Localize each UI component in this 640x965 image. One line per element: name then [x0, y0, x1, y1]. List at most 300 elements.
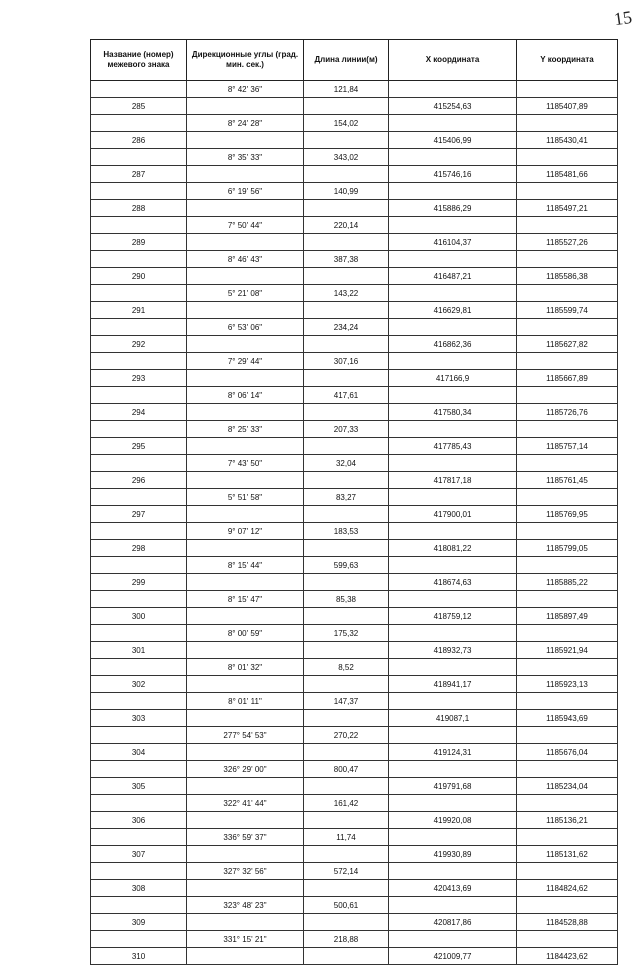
- empty-cell: [90, 183, 187, 199]
- empty-cell: [187, 404, 304, 420]
- empty-cell: [517, 591, 618, 607]
- empty-cell: [304, 710, 389, 726]
- y-coordinate-cell: 1184824,62: [517, 880, 618, 896]
- segment-row: [90, 183, 618, 200]
- length-cell: 207,33: [304, 421, 389, 437]
- empty-cell: [304, 438, 389, 454]
- empty-cell: [187, 880, 304, 896]
- empty-cell: [187, 948, 304, 964]
- segment-row: [90, 795, 618, 812]
- length-cell: 270,22: [304, 727, 389, 743]
- point-name-cell: 291: [90, 302, 187, 318]
- empty-cell: [187, 608, 304, 624]
- empty-cell: [389, 931, 517, 947]
- empty-cell: [187, 200, 304, 216]
- angle-cell: 8° 25' 33": [187, 421, 304, 437]
- empty-cell: [304, 914, 389, 930]
- length-cell: 11,74: [304, 829, 389, 845]
- point-name-cell: 299: [90, 574, 187, 590]
- point-row: [90, 472, 618, 489]
- empty-cell: [90, 217, 187, 233]
- empty-cell: [517, 455, 618, 471]
- x-coordinate-cell: 418941,17: [389, 676, 517, 692]
- empty-cell: [389, 149, 517, 165]
- angle-cell: 8° 46' 43": [187, 251, 304, 267]
- point-name-cell: 293: [90, 370, 187, 386]
- segment-row: [90, 353, 618, 370]
- length-cell: 500,61: [304, 897, 389, 913]
- y-coordinate-cell: 1185497,21: [517, 200, 618, 216]
- empty-cell: [389, 455, 517, 471]
- empty-cell: [389, 81, 517, 97]
- x-coordinate-cell: 419930,89: [389, 846, 517, 862]
- empty-cell: [90, 523, 187, 539]
- length-cell: 307,16: [304, 353, 389, 369]
- empty-cell: [389, 285, 517, 301]
- empty-cell: [90, 421, 187, 437]
- length-cell: 572,14: [304, 863, 389, 879]
- empty-cell: [304, 166, 389, 182]
- length-cell: 417,61: [304, 387, 389, 403]
- y-coordinate-cell: 1185599,74: [517, 302, 618, 318]
- x-coordinate-cell: 417166,9: [389, 370, 517, 386]
- empty-cell: [90, 829, 187, 845]
- point-name-cell: 309: [90, 914, 187, 930]
- point-row: [90, 676, 618, 693]
- empty-cell: [517, 557, 618, 573]
- y-coordinate-cell: 1185136,21: [517, 812, 618, 828]
- length-cell: 220,14: [304, 217, 389, 233]
- empty-cell: [187, 642, 304, 658]
- y-coordinate-cell: 1184423,62: [517, 948, 618, 964]
- y-coordinate-cell: 1185799,05: [517, 540, 618, 556]
- empty-cell: [187, 370, 304, 386]
- angle-cell: 8° 24' 28": [187, 115, 304, 131]
- table-header: [90, 39, 618, 81]
- point-row: [90, 574, 618, 591]
- y-coordinate-cell: 1185921,94: [517, 642, 618, 658]
- empty-cell: [90, 863, 187, 879]
- point-row: [90, 608, 618, 625]
- empty-cell: [517, 523, 618, 539]
- point-name-cell: 288: [90, 200, 187, 216]
- empty-cell: [517, 183, 618, 199]
- point-name-cell: 308: [90, 880, 187, 896]
- x-coordinate-cell: 415746,16: [389, 166, 517, 182]
- empty-cell: [90, 761, 187, 777]
- empty-cell: [517, 761, 618, 777]
- empty-cell: [517, 931, 618, 947]
- empty-cell: [389, 761, 517, 777]
- length-cell: 599,63: [304, 557, 389, 573]
- angle-cell: 8° 01' 11": [187, 693, 304, 709]
- empty-cell: [90, 115, 187, 131]
- empty-cell: [304, 574, 389, 590]
- length-cell: 83,27: [304, 489, 389, 505]
- y-coordinate-cell: 1185761,45: [517, 472, 618, 488]
- empty-cell: [90, 659, 187, 675]
- empty-cell: [517, 897, 618, 913]
- length-cell: 343,02: [304, 149, 389, 165]
- point-name-cell: 290: [90, 268, 187, 284]
- length-cell: 121,84: [304, 81, 389, 97]
- empty-cell: [90, 251, 187, 267]
- empty-cell: [517, 863, 618, 879]
- point-row: [90, 540, 618, 557]
- empty-cell: [517, 387, 618, 403]
- y-coordinate-cell: 1185923,13: [517, 676, 618, 692]
- segment-row: [90, 115, 618, 132]
- point-name-cell: 305: [90, 778, 187, 794]
- empty-cell: [389, 353, 517, 369]
- y-coordinate-cell: 1185757,14: [517, 438, 618, 454]
- empty-cell: [187, 710, 304, 726]
- header-angles: Дирекционные углы (град. мин. сек.): [187, 40, 304, 80]
- segment-row: [90, 931, 618, 948]
- angle-cell: 8° 15' 44": [187, 557, 304, 573]
- segment-row: [90, 81, 618, 98]
- x-coordinate-cell: 415254,63: [389, 98, 517, 114]
- angle-cell: 6° 19' 56": [187, 183, 304, 199]
- header-name: Название (номер) межевого знака: [90, 40, 187, 80]
- empty-cell: [304, 302, 389, 318]
- y-coordinate-cell: 1185407,89: [517, 98, 618, 114]
- empty-cell: [90, 353, 187, 369]
- empty-cell: [187, 574, 304, 590]
- point-name-cell: 306: [90, 812, 187, 828]
- angle-cell: 5° 21' 08": [187, 285, 304, 301]
- empty-cell: [187, 98, 304, 114]
- table-body: [90, 81, 618, 965]
- empty-cell: [389, 829, 517, 845]
- segment-row: [90, 625, 618, 642]
- x-coordinate-cell: 418932,73: [389, 642, 517, 658]
- empty-cell: [304, 812, 389, 828]
- x-coordinate-cell: 418674,63: [389, 574, 517, 590]
- empty-cell: [187, 336, 304, 352]
- point-name-cell: 298: [90, 540, 187, 556]
- point-row: [90, 812, 618, 829]
- x-coordinate-cell: 415406,99: [389, 132, 517, 148]
- empty-cell: [389, 727, 517, 743]
- angle-cell: 6° 53' 06": [187, 319, 304, 335]
- segment-row: [90, 149, 618, 166]
- empty-cell: [389, 523, 517, 539]
- point-row: [90, 404, 618, 421]
- point-row: [90, 268, 618, 285]
- y-coordinate-cell: 1185481,66: [517, 166, 618, 182]
- empty-cell: [304, 268, 389, 284]
- point-row: [90, 880, 618, 897]
- empty-cell: [389, 659, 517, 675]
- angle-cell: 7° 43' 50": [187, 455, 304, 471]
- empty-cell: [517, 625, 618, 641]
- empty-cell: [517, 353, 618, 369]
- segment-row: [90, 217, 618, 234]
- empty-cell: [90, 319, 187, 335]
- empty-cell: [517, 285, 618, 301]
- empty-cell: [90, 285, 187, 301]
- empty-cell: [90, 489, 187, 505]
- x-coordinate-cell: 417580,34: [389, 404, 517, 420]
- point-row: [90, 98, 618, 115]
- empty-cell: [187, 438, 304, 454]
- empty-cell: [90, 727, 187, 743]
- empty-cell: [389, 897, 517, 913]
- empty-cell: [517, 829, 618, 845]
- empty-cell: [517, 489, 618, 505]
- point-name-cell: 296: [90, 472, 187, 488]
- segment-row: [90, 557, 618, 574]
- empty-cell: [517, 421, 618, 437]
- empty-cell: [187, 846, 304, 862]
- segment-row: [90, 251, 618, 268]
- length-cell: 140,99: [304, 183, 389, 199]
- point-row: [90, 302, 618, 319]
- empty-cell: [90, 795, 187, 811]
- segment-row: [90, 761, 618, 778]
- length-cell: 85,38: [304, 591, 389, 607]
- y-coordinate-cell: 1185885,22: [517, 574, 618, 590]
- empty-cell: [304, 506, 389, 522]
- length-cell: 143,22: [304, 285, 389, 301]
- segment-row: [90, 455, 618, 472]
- point-name-cell: 295: [90, 438, 187, 454]
- angle-cell: 9° 07' 12": [187, 523, 304, 539]
- x-coordinate-cell: 419124,31: [389, 744, 517, 760]
- point-row: [90, 778, 618, 795]
- empty-cell: [304, 336, 389, 352]
- header-y: Y координата: [517, 40, 618, 80]
- empty-cell: [90, 591, 187, 607]
- y-coordinate-cell: 1185897,49: [517, 608, 618, 624]
- empty-cell: [517, 319, 618, 335]
- empty-cell: [389, 251, 517, 267]
- segment-row: [90, 829, 618, 846]
- x-coordinate-cell: 417900,01: [389, 506, 517, 522]
- segment-row: [90, 387, 618, 404]
- empty-cell: [389, 217, 517, 233]
- empty-cell: [187, 302, 304, 318]
- angle-cell: 277° 54' 53": [187, 727, 304, 743]
- empty-cell: [187, 166, 304, 182]
- empty-cell: [304, 404, 389, 420]
- empty-cell: [517, 659, 618, 675]
- x-coordinate-cell: 416104,37: [389, 234, 517, 250]
- empty-cell: [187, 812, 304, 828]
- y-coordinate-cell: 1185676,04: [517, 744, 618, 760]
- length-cell: 800,47: [304, 761, 389, 777]
- empty-cell: [304, 642, 389, 658]
- point-name-cell: 303: [90, 710, 187, 726]
- empty-cell: [304, 948, 389, 964]
- x-coordinate-cell: 420413,69: [389, 880, 517, 896]
- y-coordinate-cell: 1185627,82: [517, 336, 618, 352]
- point-name-cell: 300: [90, 608, 187, 624]
- empty-cell: [304, 98, 389, 114]
- length-cell: 161,42: [304, 795, 389, 811]
- segment-row: [90, 421, 618, 438]
- segment-row: [90, 693, 618, 710]
- angle-cell: 323° 48' 23": [187, 897, 304, 913]
- point-row: [90, 370, 618, 387]
- point-name-cell: 294: [90, 404, 187, 420]
- length-cell: 183,53: [304, 523, 389, 539]
- x-coordinate-cell: 418081,22: [389, 540, 517, 556]
- segment-row: [90, 591, 618, 608]
- empty-cell: [90, 897, 187, 913]
- empty-cell: [187, 234, 304, 250]
- x-coordinate-cell: 415886,29: [389, 200, 517, 216]
- y-coordinate-cell: 1185527,26: [517, 234, 618, 250]
- empty-cell: [304, 608, 389, 624]
- empty-cell: [517, 115, 618, 131]
- empty-cell: [389, 693, 517, 709]
- empty-cell: [304, 540, 389, 556]
- point-name-cell: 287: [90, 166, 187, 182]
- empty-cell: [517, 251, 618, 267]
- angle-cell: 5° 51' 58": [187, 489, 304, 505]
- empty-cell: [90, 693, 187, 709]
- empty-cell: [304, 234, 389, 250]
- length-cell: 8,52: [304, 659, 389, 675]
- x-coordinate-cell: 416487,21: [389, 268, 517, 284]
- angle-cell: 8° 15' 47": [187, 591, 304, 607]
- coordinates-table: [90, 39, 618, 965]
- point-row: [90, 506, 618, 523]
- segment-row: [90, 727, 618, 744]
- point-row: [90, 710, 618, 727]
- point-name-cell: 292: [90, 336, 187, 352]
- x-coordinate-cell: 418759,12: [389, 608, 517, 624]
- point-row: [90, 914, 618, 931]
- point-name-cell: 301: [90, 642, 187, 658]
- empty-cell: [187, 778, 304, 794]
- y-coordinate-cell: 1185667,89: [517, 370, 618, 386]
- angle-cell: 7° 50' 44": [187, 217, 304, 233]
- point-name-cell: 286: [90, 132, 187, 148]
- empty-cell: [517, 81, 618, 97]
- y-coordinate-cell: 1184528,88: [517, 914, 618, 930]
- angle-cell: 322° 41' 44": [187, 795, 304, 811]
- empty-cell: [389, 625, 517, 641]
- empty-cell: [187, 472, 304, 488]
- empty-cell: [389, 795, 517, 811]
- page-number: 15: [612, 6, 634, 30]
- empty-cell: [187, 132, 304, 148]
- segment-row: [90, 489, 618, 506]
- empty-cell: [304, 472, 389, 488]
- empty-cell: [304, 370, 389, 386]
- angle-cell: 8° 06' 14": [187, 387, 304, 403]
- empty-cell: [517, 217, 618, 233]
- length-cell: 387,38: [304, 251, 389, 267]
- segment-row: [90, 897, 618, 914]
- point-row: [90, 642, 618, 659]
- header-x: X координата: [389, 40, 517, 80]
- point-name-cell: 289: [90, 234, 187, 250]
- y-coordinate-cell: 1185131,62: [517, 846, 618, 862]
- segment-row: [90, 863, 618, 880]
- x-coordinate-cell: 416629,81: [389, 302, 517, 318]
- length-cell: 147,37: [304, 693, 389, 709]
- angle-cell: 326° 29' 00": [187, 761, 304, 777]
- empty-cell: [90, 557, 187, 573]
- point-name-cell: 285: [90, 98, 187, 114]
- angle-cell: 331° 15' 21": [187, 931, 304, 947]
- empty-cell: [304, 880, 389, 896]
- angle-cell: 8° 00' 59": [187, 625, 304, 641]
- empty-cell: [90, 81, 187, 97]
- y-coordinate-cell: 1185726,76: [517, 404, 618, 420]
- angle-cell: 8° 01' 32": [187, 659, 304, 675]
- y-coordinate-cell: 1185234,04: [517, 778, 618, 794]
- segment-row: [90, 285, 618, 302]
- empty-cell: [304, 200, 389, 216]
- y-coordinate-cell: 1185430,41: [517, 132, 618, 148]
- empty-cell: [304, 132, 389, 148]
- angle-cell: 336° 59' 37": [187, 829, 304, 845]
- empty-cell: [90, 931, 187, 947]
- empty-cell: [389, 319, 517, 335]
- x-coordinate-cell: 421009,77: [389, 948, 517, 964]
- x-coordinate-cell: 416862,36: [389, 336, 517, 352]
- angle-cell: 8° 35' 33": [187, 149, 304, 165]
- length-cell: 234,24: [304, 319, 389, 335]
- point-name-cell: 302: [90, 676, 187, 692]
- x-coordinate-cell: 419791,68: [389, 778, 517, 794]
- x-coordinate-cell: 417785,43: [389, 438, 517, 454]
- empty-cell: [389, 489, 517, 505]
- segment-row: [90, 659, 618, 676]
- empty-cell: [304, 778, 389, 794]
- point-row: [90, 336, 618, 353]
- point-row: [90, 200, 618, 217]
- empty-cell: [90, 455, 187, 471]
- empty-cell: [517, 149, 618, 165]
- segment-row: [90, 523, 618, 540]
- angle-cell: 8° 42' 36": [187, 81, 304, 97]
- empty-cell: [389, 421, 517, 437]
- empty-cell: [90, 625, 187, 641]
- x-coordinate-cell: 420817,86: [389, 914, 517, 930]
- point-name-cell: 304: [90, 744, 187, 760]
- empty-cell: [304, 676, 389, 692]
- point-row: [90, 846, 618, 863]
- empty-cell: [304, 846, 389, 862]
- point-row: [90, 132, 618, 149]
- length-cell: 175,32: [304, 625, 389, 641]
- empty-cell: [187, 540, 304, 556]
- point-name-cell: 307: [90, 846, 187, 862]
- point-name-cell: 297: [90, 506, 187, 522]
- segment-row: [90, 319, 618, 336]
- y-coordinate-cell: 1185943,69: [517, 710, 618, 726]
- empty-cell: [187, 676, 304, 692]
- length-cell: 32,04: [304, 455, 389, 471]
- x-coordinate-cell: 419920,08: [389, 812, 517, 828]
- empty-cell: [517, 727, 618, 743]
- empty-cell: [389, 557, 517, 573]
- empty-cell: [187, 744, 304, 760]
- empty-cell: [187, 268, 304, 284]
- empty-cell: [187, 914, 304, 930]
- point-row: [90, 744, 618, 761]
- header-length: Длина линии(м): [304, 40, 389, 80]
- point-row: [90, 234, 618, 251]
- empty-cell: [517, 693, 618, 709]
- empty-cell: [389, 183, 517, 199]
